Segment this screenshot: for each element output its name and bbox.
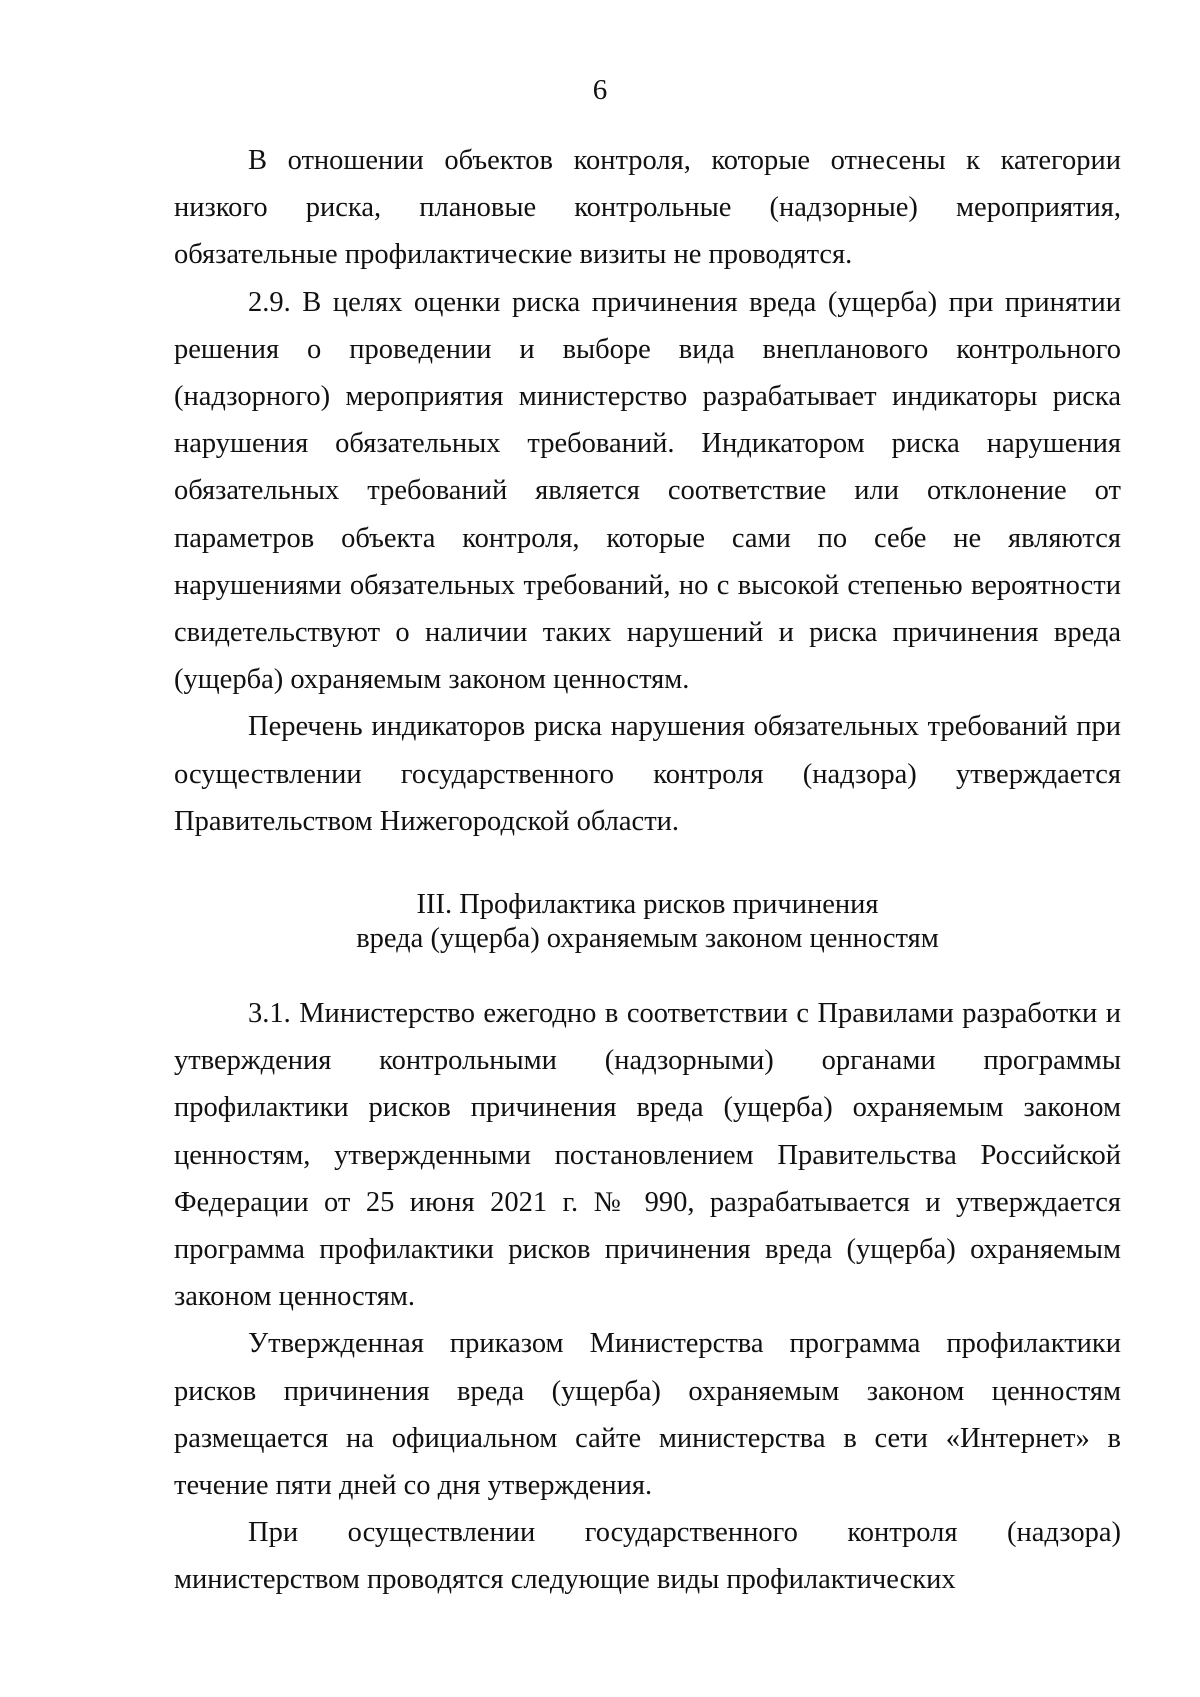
paragraph-low-risk: В отношении объектов контроля, которые отнесены к категории низкого риска, плановые контрольные (надзорные) мероприятия, обязательные профилактические визиты не проводятся. xyxy=(174,145,1121,271)
section-heading-line-2: вреда (ущерба) охраняемым законом ценностям xyxy=(356,923,939,955)
section-heading xyxy=(174,888,1121,956)
paragraph-3-1-program: 3.1. Министерство ежегодно в соответствии с Правилами разработки и утверждения контрольными (надзорными) органами программы профилактики рисков причинения вреда (ущерба) охраняемым законом ценностям, утвержденными постановлением Правительства Российской Федерации от 25 июня 2021 г. № 990, разрабатывается и утверждается программа профилактики рисков причинения вреда (ущерба) охраняемым законом ценностям. xyxy=(174,998,1121,1313)
paragraph-indicator-list: Перечень индикаторов риска нарушения обязательных требований при осуществлении государственного контроля (надзора) утверждается Правительством Нижегородской области. xyxy=(174,711,1121,837)
page-number: 6 xyxy=(592,74,608,106)
section-heading-line-1: III. Профилактика рисков причинения xyxy=(416,889,879,921)
document-body xyxy=(174,137,1121,1604)
paragraph-2-9-risk-indicators: 2.9. В целях оценки риска причинения вреда (ущерба) при принятии решения о проведении и выборе вида внепланового контрольного (надзорного) мероприятия министерство разрабатывает индикаторы риска нарушения обязательных требований. Индикатором риска нарушения обязательных требований является соответствие или отклонение от параметров объекта контроля, которые сами по себе не являются нарушениями обязательных требований, но с высокой степенью вероятности свидетельствуют о наличии таких нарушений и риска причинения вреда (ущерба) охраняемым законом ценностям. xyxy=(174,286,1121,696)
paragraph-program-publication: Утвержденная приказом Министерства программа профилактики рисков причинения вреда (ущерба) охраняемым законом ценностям размещается на официальном сайте министерства в сети «Интернет» в течение пяти дней со дня утверждения. xyxy=(174,1328,1121,1502)
paragraph-prevention-types: При осуществлении государственного контроля (надзора) министерством проводятся следующие виды профилактических xyxy=(174,1517,1121,1596)
